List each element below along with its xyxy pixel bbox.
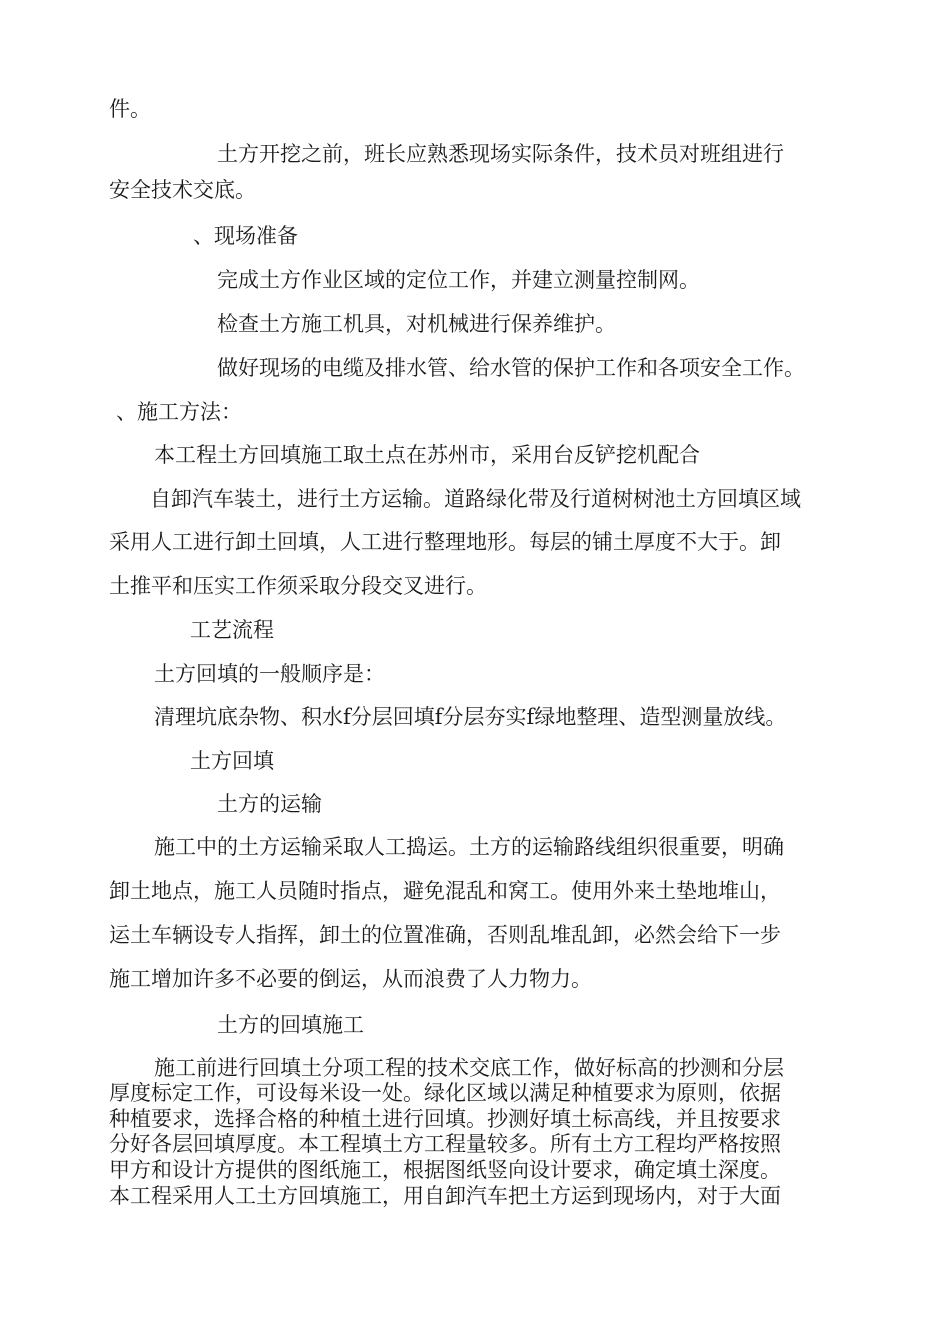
text-line: 采用人工进行卸土回填，人工进行整理地形。每层的铺土厚度不大于。卸 <box>109 530 781 554</box>
section-heading: 工艺流程 <box>190 618 274 642</box>
text-line: 甲方和设计方提供的图纸施工，根据图纸竖向设计要求，确定填土深度。 <box>109 1158 781 1182</box>
text-line: 土方回填的一般顺序是： <box>154 662 385 686</box>
text-line: 卸土地点，施工人员随时指点，避免混乱和窝工。使用外来土垫地堆山， <box>109 879 781 903</box>
text-line: 本工程采用人工土方回填施工，用自卸汽车把土方运到现场内，对于大面 <box>109 1184 781 1208</box>
text-line: 完成土方作业区域的定位工作，并建立测量控制网。 <box>217 268 700 292</box>
text-line: 安全技术交底。 <box>109 178 256 202</box>
text-line: 自卸汽车装土，进行土方运输。道路绿化带及行道树树池土方回填区域 <box>150 487 801 511</box>
section-heading: 土方的运输 <box>217 792 322 816</box>
section-heading: 、施工方法： <box>116 400 242 424</box>
text-line: 土推平和压实工作须采取分段交叉进行。 <box>109 574 487 598</box>
text-line: 检查土方施工机具，对机械进行保养维护。 <box>217 312 616 336</box>
text-line: 施工前进行回填土分项工程的技术交底工作，做好标高的抄测和分层 <box>154 1056 784 1080</box>
text-line: 做好现场的电缆及排水管、给水管的保护工作和各项安全工作。 <box>217 356 805 380</box>
section-heading: 、现场准备 <box>193 224 298 248</box>
text-line: 厚度标定工作，可设每米设一处。绿化区域以满足种植要求为原则，依据 <box>109 1081 781 1105</box>
text-line: 分好各层回填厚度。本工程填土方工程量较多。所有土方工程均严格按照 <box>109 1132 781 1156</box>
text-line: 清理坑底杂物、积水f分层回填f分层夯实f绿地整理、造型测量放线。 <box>154 705 787 729</box>
text-line: 运土车辆设专人指挥，卸土的位置准确，否则乱堆乱卸，必然会给下一步 <box>109 923 781 947</box>
text-line: 件。 <box>109 97 151 121</box>
text-line: 本工程土方回填施工取土点在苏州市，采用台反铲挖机配合 <box>154 443 700 467</box>
section-heading: 土方回填 <box>190 749 274 773</box>
text-line: 种植要求，选择合格的种植土进行回填。抄测好填土标高线，并且按要求 <box>109 1107 781 1131</box>
text-line: 土方开挖之前，班长应熟悉现场实际条件，技术员对班组进行 <box>217 142 784 166</box>
text-line: 施工中的土方运输采取人工捣运。土方的运输路线组织很重要，明确 <box>154 835 784 859</box>
section-heading: 土方的回填施工 <box>217 1013 364 1037</box>
text-line: 施工增加许多不必要的倒运，从而浪费了人力物力。 <box>109 967 592 991</box>
